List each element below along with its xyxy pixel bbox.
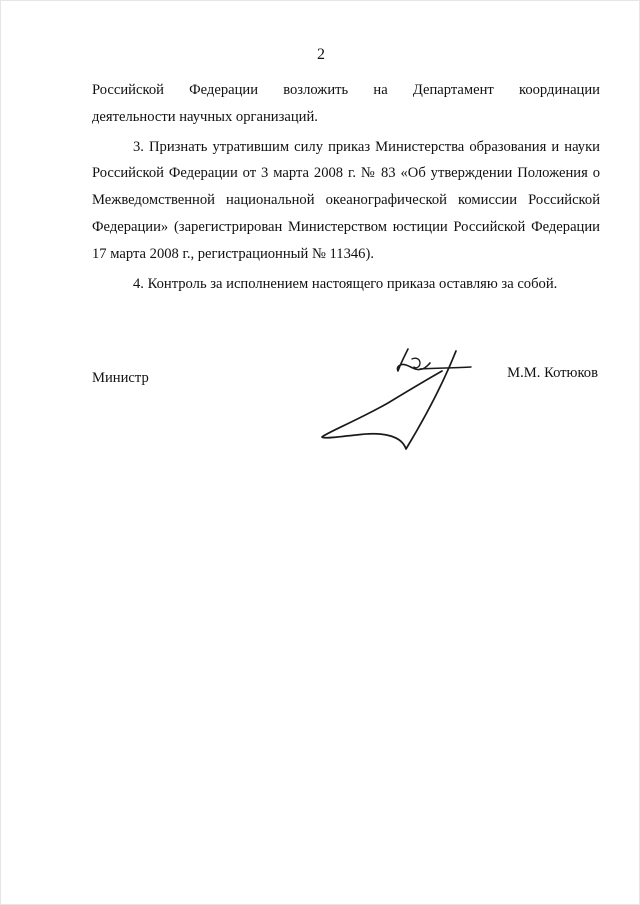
signatory-name: М.М. Котюков	[507, 365, 598, 381]
paragraph-4: 4. Контроль за исполнением настоящего приказа оставляю за собой.	[133, 275, 558, 292]
paragraph-continuation-end: деятельности научных организаций.	[92, 108, 318, 125]
signatory-title: Министр	[92, 370, 149, 386]
handwritten-signature	[316, 341, 486, 456]
document-body	[92, 77, 600, 297]
paragraph-continuation-line: Российской Федерации возложить на Департамент координации	[92, 82, 600, 98]
paragraph-3: 3. Признать утратившим силу приказ Министерства образования и науки Российской Федерации от 3 марта 2008 г. № 83 «Об утверждении Положения о Межведомственной национальной океанографической комиссии Российской Федерации» (зарегистрирован Министерством юстиции Российской Федерации 17 марта 2008 г., регистрационный № 11346).	[92, 138, 600, 262]
page-number: 2	[317, 46, 325, 63]
